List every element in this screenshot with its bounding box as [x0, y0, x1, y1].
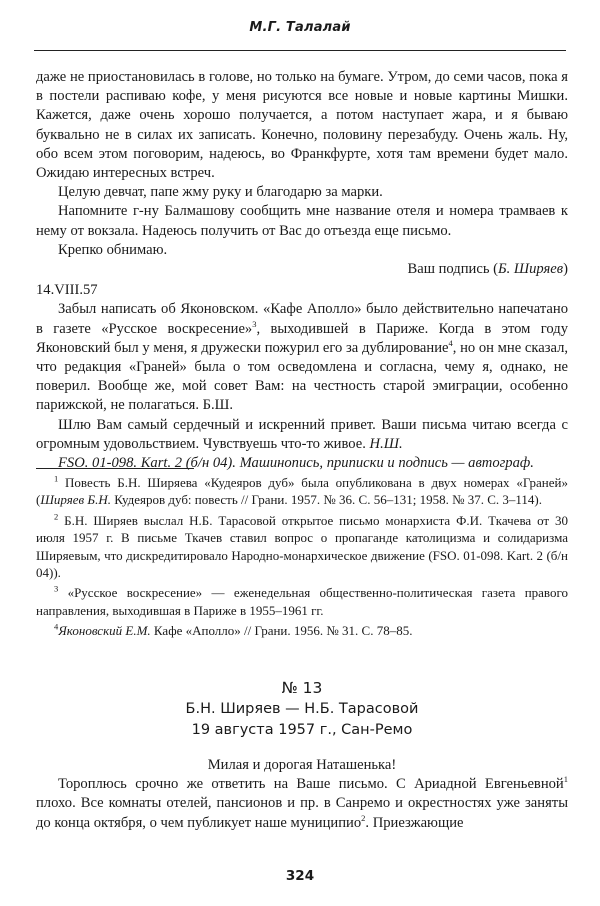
document-number: № 13 — [281, 679, 323, 697]
footnote-ref-1: 1 — [563, 774, 568, 785]
paragraph-1: даже не приостановилась в голове, но только на бумаге. Утром, до семи часов, пока я в постели распиваю кофе, у меня рисуются все новые и новые картины Мишки. Кажется, даже очень хорошо получается, а потом наступает жара, и я бываю буквально не в силах их записать. Конечно, половину перезабуду. Очень жаль. Ну, обо всем этом поговорим, надеюсь, во Франкфурте, хотя там времени будет мало. Ожидаю интересных встреч. — [36, 69, 568, 182]
postscript-1-text-c: , но он мне сказал, что редакция «Граней» была о том осведомлена и согласна, чему я, однако, не поверил. Вообще же, мой совет Вам: на честность старой эмиграции, особенно парижской, не полагаться. Б.Ш. — [36, 339, 568, 414]
footnote-2 — [36, 512, 568, 582]
postscript-1-text-a: Забыл написать об Яконовском. «Кафе Аполло» было действительно напечатано в газете «Русское воскресение» — [36, 301, 568, 337]
postscript-2-initials: Н.Ш. — [369, 435, 403, 452]
letter-body — [36, 775, 568, 833]
footnote-1 — [36, 474, 568, 509]
signature-line — [36, 260, 568, 279]
paragraph-4: Крепко обнимаю. — [58, 241, 168, 258]
footnote-1-author: Ширяев Б.Н. — [40, 492, 111, 508]
running-title: М.Г. Талалай — [249, 20, 351, 35]
footnotes — [36, 474, 568, 643]
postscript-2 — [36, 416, 568, 454]
document-heading — [36, 678, 568, 741]
footnote-4-text: Кафе «Аполло» // Грани. 1956. № 31. С. 78–85. — [150, 623, 413, 639]
footnote-1-text-a: Повесть Б.Н. Ширяева «Кудеяров дуб» была опубликована в двух номерах «Граней» ( — [36, 475, 568, 508]
postscript-1-text-b: , выходившей в Париже. Когда в этом году Яконовский был у меня, я дружески пожурил его за дублирование — [36, 320, 568, 356]
date-line: 14.VIII.57 — [36, 282, 98, 299]
footnote-3-marker: 3 — [54, 584, 59, 595]
footnote-1-marker: 1 — [54, 473, 59, 484]
page-number: 324 — [285, 868, 315, 884]
paragraph-3: Напомните г-ну Балмашову сообщить мне название отеля и номера трамваев к нему от вокзала. Надеюсь получить от Вас до отъезда еще письмо. — [36, 203, 568, 239]
footnote-ref-2: 2 — [361, 812, 366, 823]
postscript-2-text: Шлю Вам самый сердечный и искренний привет. Ваши письма читаю всегда с огромным удовольствием. Чувствуешь что-то живое. — [36, 416, 568, 452]
footnote-2-text: Б.Н. Ширяев выслал Н.Б. Тарасовой открытое письмо монархиста Ф.И. Ткачева от 30 июля 1957 г. В письме Ткачев ставил вопрос о пропаганде католицизма и солидаризма Ширяевым, что дискредитировало Народно-монархическое движение (FSO. 01-098. Kart. 2 (б/н 04)). — [36, 512, 568, 581]
document-parties: Б.Н. Ширяев — Н.Б. Тарасовой — [185, 701, 419, 717]
footnote-ref-4: 4 — [448, 337, 453, 348]
footnote-4-author: Яконовский Е.М. — [58, 623, 151, 639]
footnote-2-marker: 2 — [54, 511, 59, 522]
footnote-4 — [36, 622, 568, 639]
archive-source: FSO. 01-098. Kart. 2 (б/н 04). Машинопись, приписки и подпись — автограф. — [58, 455, 534, 472]
letter-13 — [36, 756, 568, 833]
footnote-1-text-b: Кудеяров дуб: повесть // Грани. 1957. № 36. С. 56–131; 1958. № 37. С. 3–114). — [111, 492, 542, 508]
document-date-place: 19 августа 1957 г., Сан-Ремо — [191, 722, 413, 738]
letter-greeting: Милая и дорогая Наташенька! — [207, 757, 397, 773]
running-header — [34, 6, 566, 51]
postscript-1 — [36, 300, 568, 415]
signature-name: Б. Ширяев — [498, 261, 564, 278]
letter-body-text-a: Тороплюсь срочно же ответить на Ваше письмо. С Ариадной Евгеньевной — [58, 776, 564, 793]
letter-body-text-b: плохо. Все комнаты отелей, пансионов и пр. в Санремо и окрестностях уже заняты до конца октября, о чем публикует наше муниципио — [36, 795, 568, 831]
paragraph-2: Целую девчат, папе жму руку и благодарю за марки. — [58, 184, 383, 201]
signature-text: Ваш подпись ( — [407, 261, 498, 278]
footnote-4-marker: 4 — [54, 621, 59, 632]
footnote-3-text: «Русское воскресение» — еженедельная общественно-политическая газета правого направления, выходившая в Париже в 1955–1961 гг. — [36, 585, 568, 618]
footnote-separator — [36, 468, 194, 469]
letter-body-text-c: . Приезжающие — [365, 814, 464, 831]
letter-continuation — [36, 68, 568, 473]
footnote-ref-3: 3 — [252, 318, 257, 329]
footnote-3 — [36, 584, 568, 619]
signature-close: ) — [563, 261, 568, 278]
